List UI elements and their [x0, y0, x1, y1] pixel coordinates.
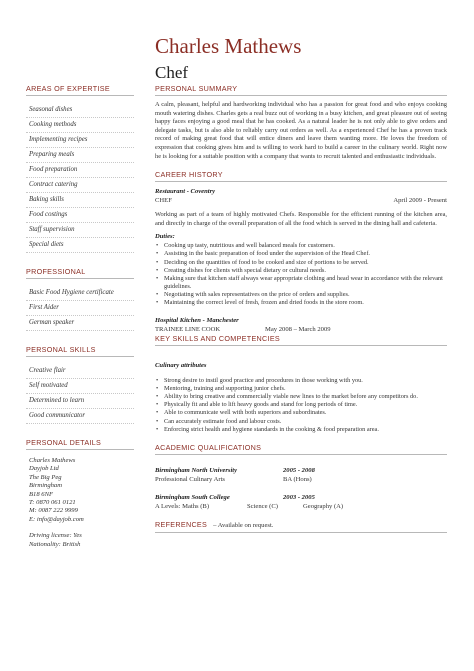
list-item: Staff supervision: [26, 223, 134, 238]
list-item: • Able to communicate well with both superiors and subordinates.: [155, 409, 447, 417]
contact-name: Charles Mathews: [29, 457, 76, 464]
list-item: Food costings: [26, 208, 134, 223]
list-item: • Making sure that kitchen staff always wear appropriate clothing and head wear in accordance with the relevant guidelines.: [155, 275, 447, 291]
contact-street: The Big Peg: [29, 473, 62, 481]
resume-header: [155, 34, 301, 84]
driving-license: Driving license: Yes: [29, 532, 82, 540]
q2-grade-1: Science (C): [247, 502, 278, 510]
list-item: • Negotiating with sales representatives on the price of orders and supplies.: [155, 291, 447, 299]
qualification-row: [155, 502, 447, 511]
contact-city: Birmingham: [29, 482, 62, 490]
job1-role: CHEF: [155, 197, 172, 205]
references-heading: REFERENCES: [155, 519, 208, 529]
main-content: [155, 84, 447, 533]
sidebar: [26, 84, 134, 549]
nationality: Nationality: British: [29, 540, 81, 548]
job1-role-row: [155, 196, 447, 205]
duties-list: [155, 242, 447, 307]
q2-years: 2003 - 2005: [283, 493, 315, 501]
career-heading: CAREER HISTORY: [155, 170, 447, 182]
list-item: Special diets: [26, 238, 134, 253]
expertise-heading: AREAS OF EXPERTISE: [26, 84, 134, 96]
list-item: Creative flair: [26, 364, 134, 379]
q1-years: 2005 - 2008: [283, 466, 315, 474]
contact-postcode: B18 6NF: [29, 490, 53, 498]
list-item: Cooking methods: [26, 118, 134, 133]
personal-skills-heading: PERSONAL SKILLS: [26, 345, 134, 357]
culinary-attributes-label: Culinary attributes: [155, 362, 207, 370]
job2-dates: May 2008 – March 2009: [265, 326, 331, 334]
list-item: • Assisting in the basic preparation of food under the supervision of the Head Chef.: [155, 250, 447, 258]
list-item: Food preparation: [26, 163, 134, 178]
job1-dates: April 2009 - Present: [393, 197, 447, 205]
list-item: Baking skills: [26, 193, 134, 208]
list-item: Self motivated: [26, 379, 134, 394]
job1-description: Working as part of a team of highly motivated Chefs. Responsible for the efficient running of the kitchen area, and directly in charge of the overall preparation of all the food which is served in the dining hall and cafeteria.: [155, 211, 447, 227]
list-item: • Mentoring, training and supporting junior chefs.: [155, 385, 447, 393]
contact-telephone: T: 0870 061 0121: [29, 499, 76, 507]
job2-employer: Hospital Kitchen - Manchester: [155, 317, 239, 325]
professional-list: [26, 286, 134, 331]
job2-role-row: [155, 325, 447, 334]
personal-details-heading: PERSONAL DETAILS: [26, 438, 134, 450]
job1-employer: Restaurant - Coventry: [155, 188, 216, 196]
key-skills-heading: KEY SKILLS AND COMPETENCIES: [155, 334, 447, 346]
list-item: • Cooking up tasty, nutritious and well balanced meals for customers.: [155, 242, 447, 250]
list-item: • Strong desire to instil good practice and procedures in those working with you.: [155, 377, 447, 385]
job2-role: TRAINEE LINE COOK: [155, 326, 221, 334]
qualification-row: [155, 475, 447, 484]
q1-grade: BA (Hons): [283, 475, 312, 483]
list-item: • Can accurately estimate food and labour costs.: [155, 418, 447, 426]
q2-course: A Levels: Maths (B): [155, 502, 210, 510]
summary-heading: PERSONAL SUMMARY: [155, 84, 447, 96]
contact-details: [26, 457, 134, 549]
qualification-row: [155, 493, 447, 502]
personal-skills-list: [26, 364, 134, 424]
list-item: • Creating dishes for clients with special dietary or cultural needs.: [155, 267, 447, 275]
contact-mobile: M: 0087 222 9999: [29, 507, 78, 515]
qualifications-heading: ACADEMIC QUALIFICATIONS: [155, 443, 447, 455]
expertise-list: [26, 103, 134, 253]
professional-heading: PROFESSIONAL: [26, 267, 134, 279]
list-item: Contract catering: [26, 178, 134, 193]
list-item: • Deciding on the quantities of food to be cooked and size of portions to be served.: [155, 259, 447, 267]
references-text: – Available on request.: [213, 521, 274, 529]
list-item: Basic Food Hygiene certificate: [26, 286, 134, 301]
candidate-name: Charles Mathews: [155, 34, 302, 58]
qualification-row: [155, 466, 447, 475]
q1-course: Professional Culinary Arts: [155, 475, 225, 483]
contact-email: E: info@dayjob.com: [29, 515, 84, 523]
list-item: Seasonal dishes: [26, 103, 134, 118]
list-item: • Ability to bring creative and commercially viable new lines to the market before any competitors do.: [155, 393, 447, 401]
list-item: Determined to learn: [26, 394, 134, 409]
references-line: [155, 520, 447, 531]
job-title: Chef: [155, 63, 189, 82]
list-item: Implementing recipes: [26, 133, 134, 148]
list-item: German speaker: [26, 316, 134, 331]
list-item: • Enforcing strict health and hygiene standards in the cooking & food preparation area.: [155, 426, 447, 434]
list-item: • Physically fit and able to lift heavy goods and stand for long periods of time.: [155, 401, 447, 409]
q2-grade-2: Geography (A): [303, 502, 344, 510]
list-item: First Aider: [26, 301, 134, 316]
contact-company: Dayjob Ltd: [29, 465, 59, 473]
q1-school: Birmingham North University: [155, 466, 238, 474]
q2-school: Birmingham South College: [155, 493, 230, 501]
summary-text: A calm, pleasant, helpful and hardworking individual who has a passion for great food and who enjoys cooking mouth watering dishes. Charles gets a real buzz out of working in a busy kitchen, and great pleasure out of seeing happy faces enjoying a good meal that he has cooked. As a natural leader he is not only able to give orders and delegate tasks, but is also able to reliably carry out orders as well. As a experienced Chef he has a proven track record of making great food that will entice diners and leave them wanting more. He loves the freedom of expression that cooking gives him and is willing to work hard to build a career in the culinary world. Right now he is looking for a suitable position with a company that wants to recruit talented and enthusiastic individuals.: [155, 101, 447, 160]
list-item: Preparing meals: [26, 148, 134, 163]
duties-label: Duties:: [155, 233, 175, 241]
list-item: • Maintaining the correct level of fresh, frozen and dried foods in the store room.: [155, 299, 447, 307]
key-skills-list: [155, 377, 447, 434]
list-item: Good communicator: [26, 409, 134, 424]
